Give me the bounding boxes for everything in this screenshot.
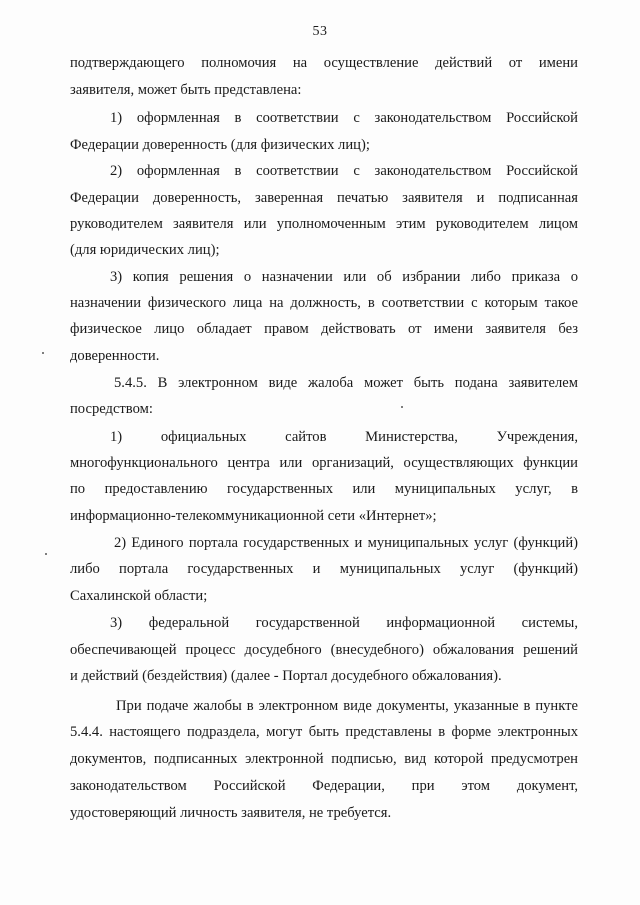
text-line: документов, подписанных электронной подписью, вид которой предусмотрен xyxy=(70,751,578,767)
text-line: Федерации доверенность (для физических лиц); xyxy=(70,137,370,153)
list-item-line: 3) федеральной государственной информационной системы, xyxy=(110,615,578,631)
scan-speck xyxy=(401,406,403,408)
text-line: назначении физического лица на должность, в соответствии с которым такое xyxy=(70,295,578,311)
text-line: Федерации доверенность, заверенная печатью заявителя и подписанная xyxy=(70,190,578,206)
list-item-line: 2) Единого портала государственных и муниципальных услуг (функций) xyxy=(114,535,578,551)
text-line: подтверждающего полномочия на осуществление действий от имени xyxy=(70,55,578,71)
text-line: удостоверяющий личность заявителя, не требуется. xyxy=(70,805,392,821)
text-line: многофункционального центра или организаций, осуществляющих функции xyxy=(70,455,578,471)
text-line: (для юридических лиц); xyxy=(70,242,220,258)
text-line: информационно-телекоммуникационной сети «Интернет»; xyxy=(70,508,437,524)
list-item-line: 1) оформленная в соответствии с законодательством Российской xyxy=(110,110,578,126)
text-line: физическое лицо обладает правом действовать от имени заявителя без xyxy=(70,321,578,337)
paragraph-line: При подаче жалобы в электронном виде документы, указанные в пункте xyxy=(116,698,578,714)
paragraph-line: 5.4.5. В электронном виде жалоба может быть подана заявителем xyxy=(114,375,578,391)
text-line: законодательством Российской Федерации, при этом документ, xyxy=(70,778,578,794)
page-number: 53 xyxy=(312,24,328,39)
list-item-line: 2) оформленная в соответствии с законодательством Российской xyxy=(110,163,578,179)
text-line: доверенности. xyxy=(70,348,160,364)
text-line: по предоставлению государственных или муниципальных услуг, в xyxy=(70,481,578,497)
text-line: 5.4.4. настоящего подраздела, могут быть представлены в форме электронных xyxy=(70,724,578,740)
text-line: и действий (бездействия) (далее - Портал досудебного обжалования). xyxy=(70,668,502,684)
list-item-line: 1) официальных сайтов Министерства, Учреждения, xyxy=(110,429,578,445)
scan-speck xyxy=(45,553,47,555)
text-line: заявителя, может быть представлена: xyxy=(70,82,302,98)
list-item-line: 3) копия решения о назначении или об избрании либо приказа о xyxy=(110,269,578,285)
text-line: посредством: xyxy=(70,401,153,417)
text-line: либо портала государственных и муниципальных услуг (функций) xyxy=(70,561,578,577)
text-line: руководителем заявителя или уполномоченным этим руководителем лицом xyxy=(70,216,578,232)
text-line: обеспечивающей процесс досудебного (внесудебного) обжалования решений xyxy=(70,642,578,658)
scan-speck xyxy=(42,352,44,354)
text-line: Сахалинской области; xyxy=(70,588,208,604)
